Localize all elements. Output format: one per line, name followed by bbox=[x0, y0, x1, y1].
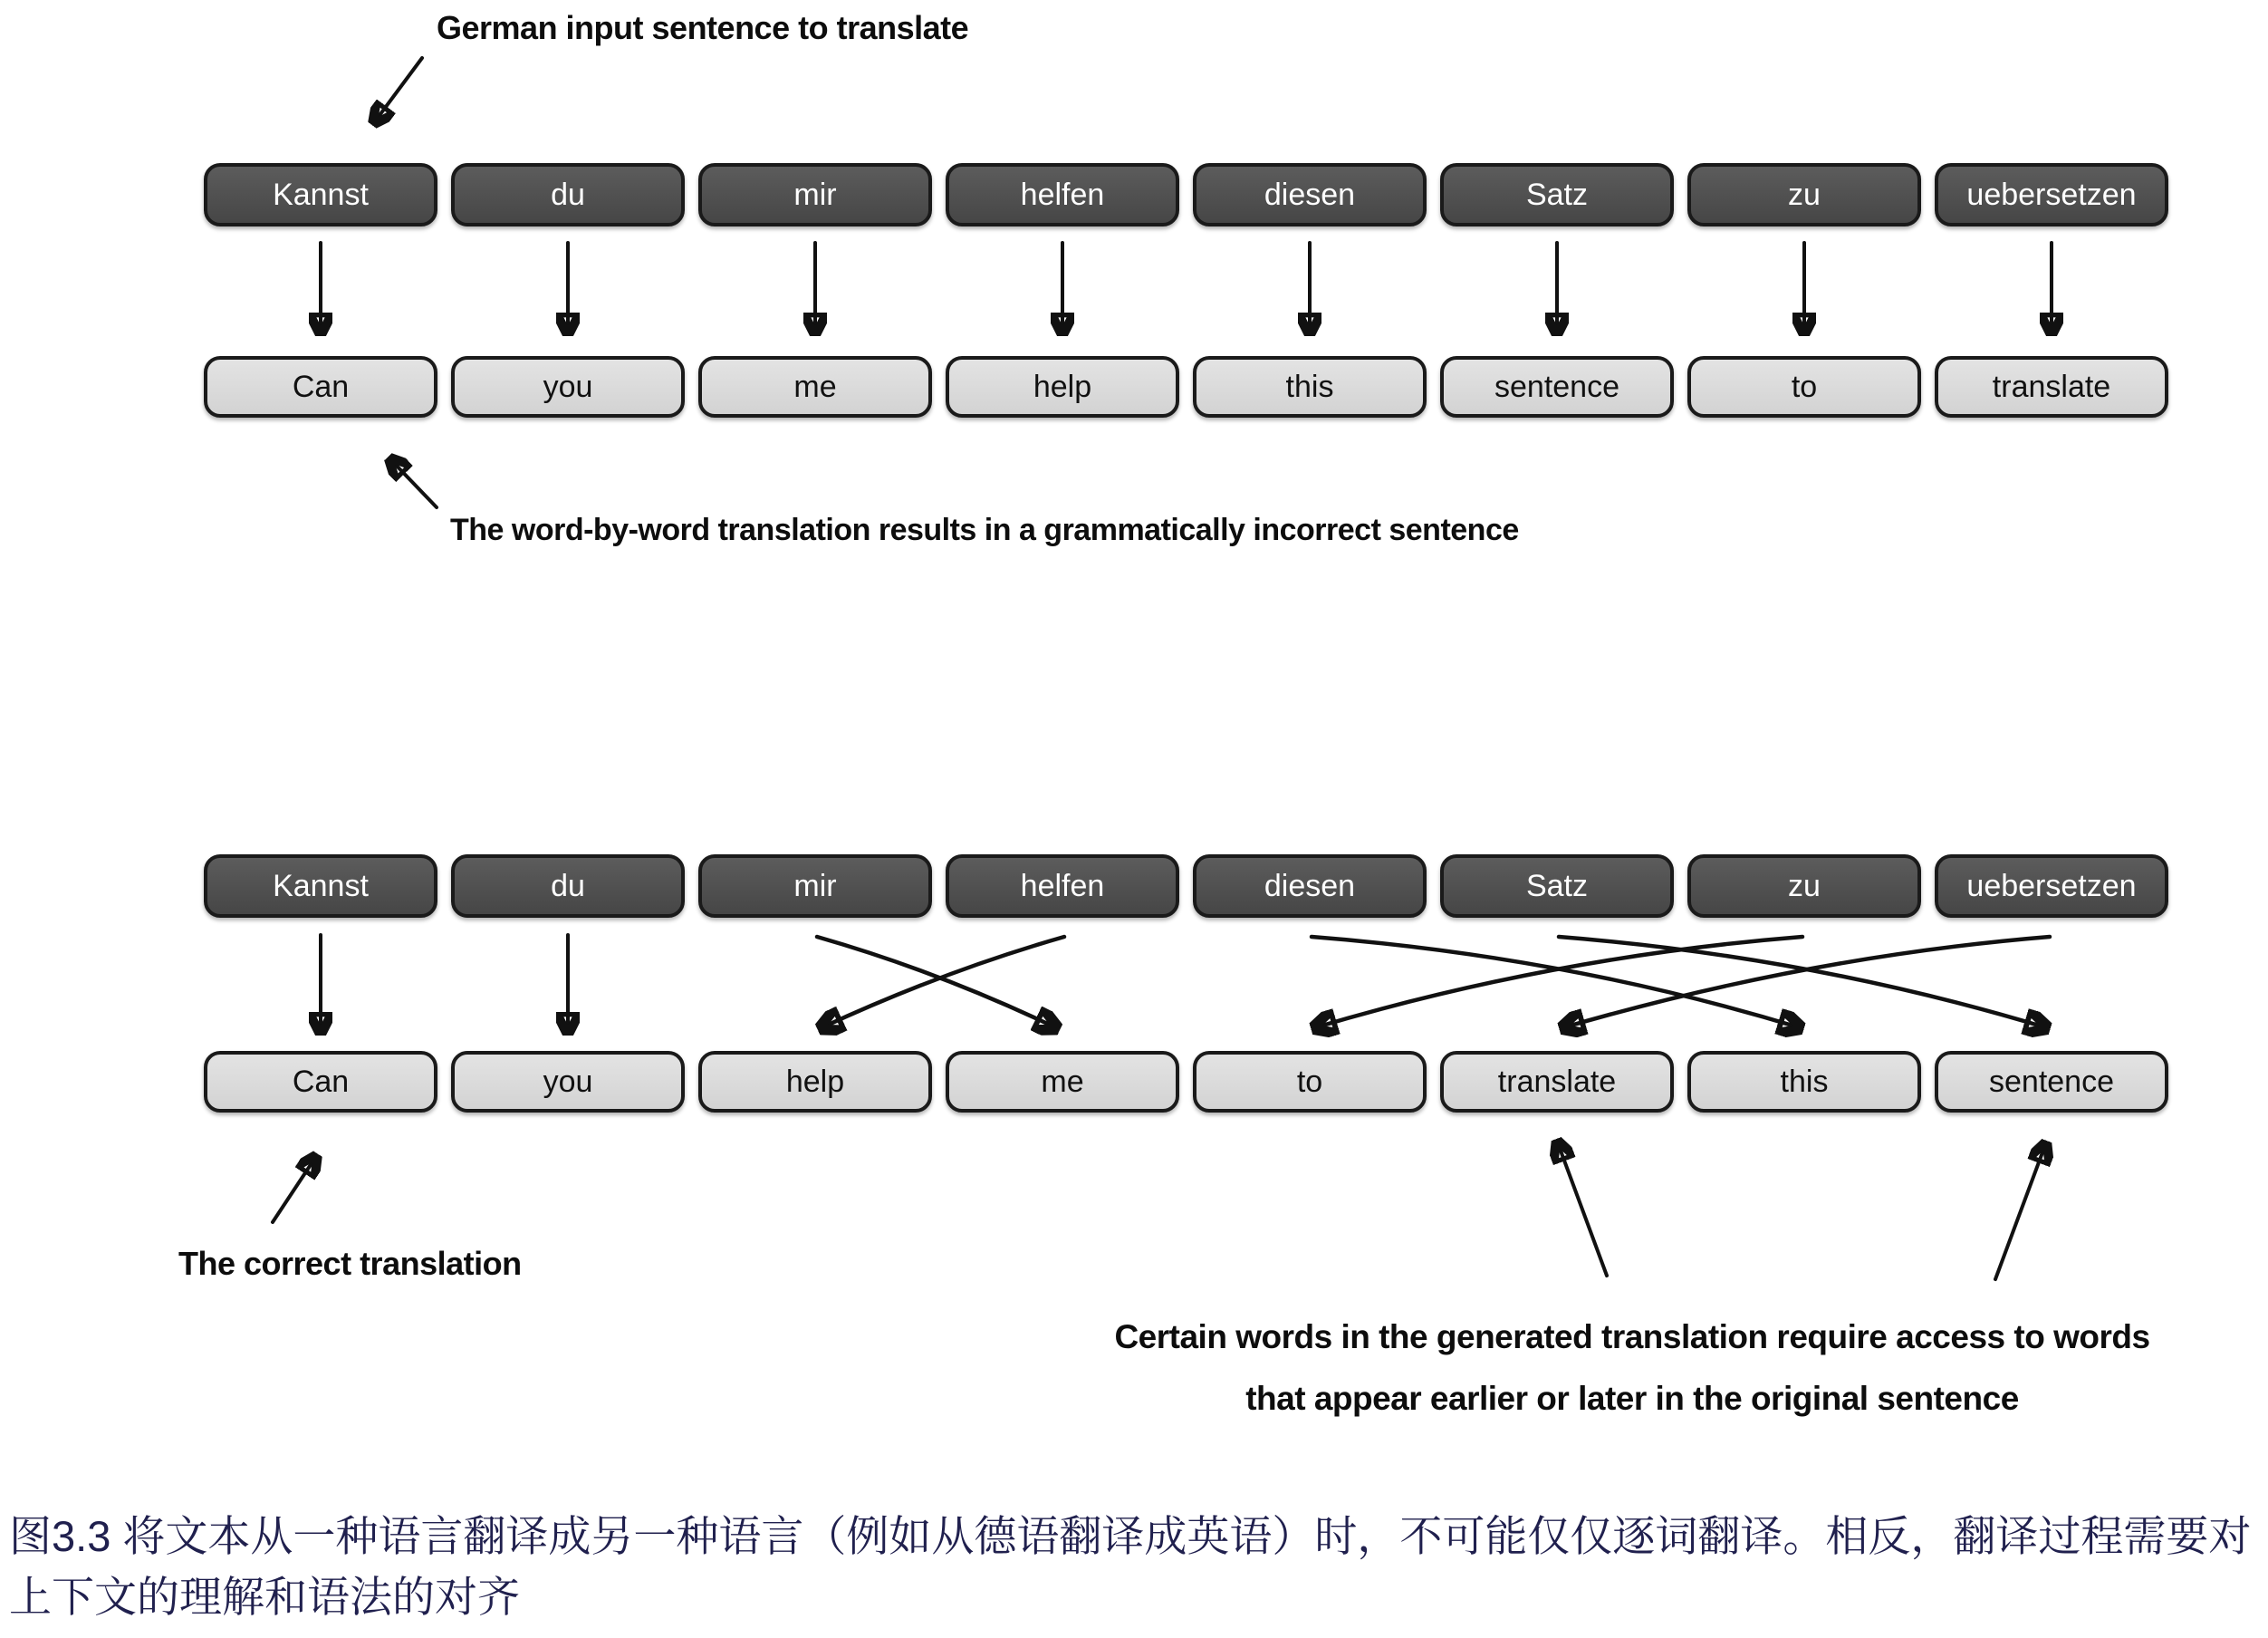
word-box-german-zu: zu bbox=[1687, 163, 1921, 226]
word-box-wbw-me: me bbox=[698, 356, 932, 418]
word-by-word-annotation-arrow bbox=[391, 460, 437, 507]
arrow2-satz-sentence bbox=[1559, 937, 2045, 1027]
annotation-word-by-word: The word-by-word translation results in a grammatically incorrect sentence bbox=[450, 513, 1519, 547]
figure-caption: 图3.3 将文本从一种语言翻译成另一种语言（例如从德语翻译成英语）时，不可能仅仅逐词翻译。相反，翻译过程需要对上下文的理解和语法的对齐 bbox=[9, 1512, 2252, 1621]
word-box-wbw-to: to bbox=[1687, 356, 1921, 418]
annotation-german-input: German input sentence to translate bbox=[437, 9, 969, 46]
word-box-wbw-translate: translate bbox=[1935, 356, 2168, 418]
word-box-correct-this: this bbox=[1687, 1051, 1921, 1113]
german-input-annotation-arrow bbox=[375, 58, 422, 121]
word-box-correct-translate: translate bbox=[1440, 1051, 1674, 1113]
word-box-wbw-you: you bbox=[451, 356, 685, 418]
arrow2-mir-me bbox=[817, 937, 1055, 1027]
word-box-wbw-can: Can bbox=[204, 356, 437, 418]
word-box-wbw-help: help bbox=[946, 356, 1179, 418]
arrow2-uebersetzen-translate bbox=[1564, 937, 2050, 1027]
annotation-context-line1: Certain words in the generated translation require access to words bbox=[1114, 1318, 2150, 1355]
word-box-german2-zu: zu bbox=[1687, 854, 1921, 918]
word-box-german2-mir: mir bbox=[698, 854, 932, 918]
word-box-german2-du: du bbox=[451, 854, 685, 918]
context-annotation-arrow-sentence bbox=[1995, 1145, 2045, 1279]
arrow2-zu-to bbox=[1316, 937, 1802, 1027]
word-box-german-mir: mir bbox=[698, 163, 932, 226]
word-box-german-uebersetzen: uebersetzen bbox=[1935, 163, 2168, 226]
word-box-correct-me: me bbox=[946, 1051, 1179, 1113]
word-box-german-helfen: helfen bbox=[946, 163, 1179, 226]
word-box-wbw-this: this bbox=[1193, 356, 1427, 418]
annotation-correct-translation: The correct translation bbox=[178, 1245, 522, 1282]
word-box-german2-kannst: Kannst bbox=[204, 854, 437, 918]
word-box-german-kannst: Kannst bbox=[204, 163, 437, 226]
arrow2-diesen-this bbox=[1312, 937, 1799, 1027]
word-box-german-diesen: diesen bbox=[1193, 163, 1427, 226]
word-box-wbw-sentence: sentence bbox=[1440, 356, 1674, 418]
word-box-correct-can: Can bbox=[204, 1051, 437, 1113]
word-box-german2-satz: Satz bbox=[1440, 854, 1674, 918]
arrow2-helfen-help bbox=[822, 937, 1064, 1027]
word-box-german-du: du bbox=[451, 163, 685, 226]
annotation-context-access bbox=[998, 1306, 2266, 1430]
annotation-context-line2: that appear earlier or later in the original sentence bbox=[1245, 1380, 2019, 1417]
correct-translation-annotation-arrow bbox=[273, 1158, 315, 1222]
context-annotation-arrow-translate bbox=[1558, 1143, 1607, 1276]
word-box-correct-help: help bbox=[698, 1051, 932, 1113]
word-box-german2-uebersetzen: uebersetzen bbox=[1935, 854, 2168, 918]
word-box-german2-helfen: helfen bbox=[946, 854, 1179, 918]
word-box-german2-diesen: diesen bbox=[1193, 854, 1427, 918]
word-box-correct-you: you bbox=[451, 1051, 685, 1113]
word-box-german-satz: Satz bbox=[1440, 163, 1674, 226]
word-box-correct-to: to bbox=[1193, 1051, 1427, 1113]
word-box-correct-sentence: sentence bbox=[1935, 1051, 2168, 1113]
